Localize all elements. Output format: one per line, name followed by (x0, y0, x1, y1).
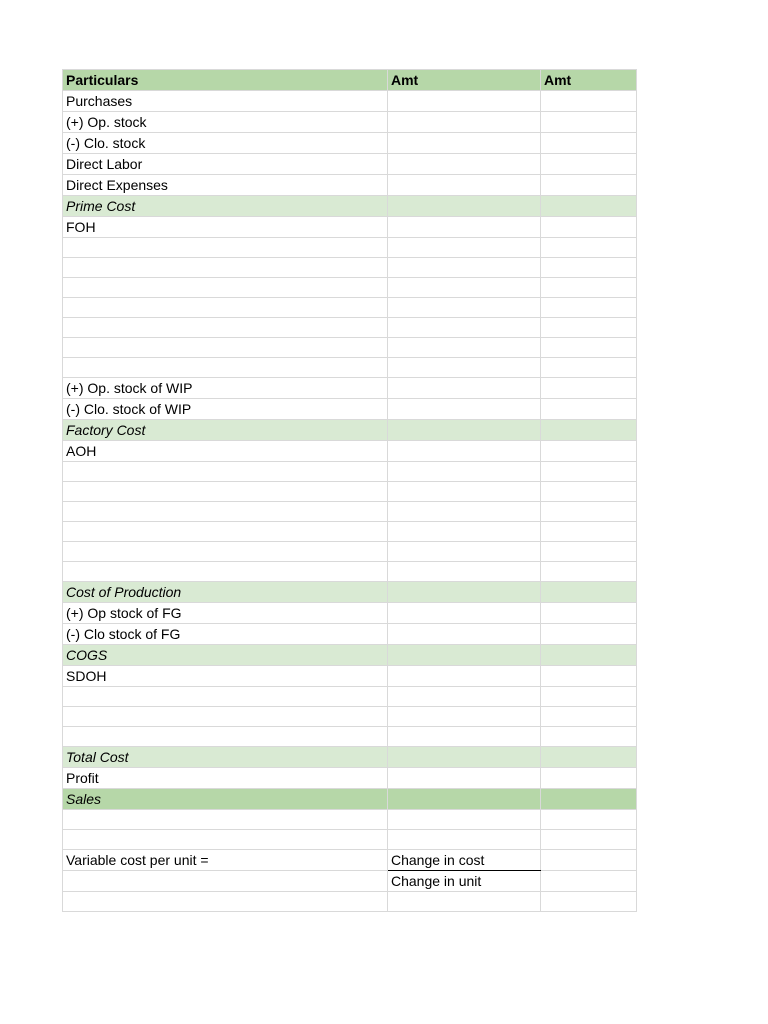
cell[interactable] (388, 810, 541, 830)
subtotal-row (63, 420, 637, 441)
empty-row (63, 687, 637, 707)
empty-row (63, 707, 637, 727)
table-row (63, 624, 637, 645)
cell[interactable] (541, 482, 637, 502)
cell[interactable] (388, 196, 541, 217)
table-row (63, 666, 637, 687)
row-label-aoh[interactable]: AOH (63, 441, 388, 462)
cell[interactable] (541, 747, 637, 768)
cell[interactable] (388, 522, 541, 542)
cell[interactable] (388, 358, 541, 378)
cell[interactable] (388, 91, 541, 112)
empty-row (63, 358, 637, 378)
cell[interactable] (388, 562, 541, 582)
cell[interactable] (63, 318, 388, 338)
table-row (63, 378, 637, 399)
cell[interactable] (63, 562, 388, 582)
empty-row (63, 482, 637, 502)
cell[interactable] (388, 133, 541, 154)
cell[interactable] (541, 707, 637, 727)
table-row (63, 112, 637, 133)
cell[interactable] (541, 318, 637, 338)
cell[interactable] (388, 318, 541, 338)
row-label-sdoh[interactable]: SDOH (63, 666, 388, 687)
cell[interactable] (541, 298, 637, 318)
cell[interactable] (63, 542, 388, 562)
cell[interactable] (388, 258, 541, 278)
cell[interactable] (388, 378, 541, 399)
cell[interactable] (388, 603, 541, 624)
total-row (63, 789, 637, 810)
cell[interactable] (541, 624, 637, 645)
cell[interactable] (541, 850, 637, 871)
subtotal-row (63, 582, 637, 603)
empty-row (63, 298, 637, 318)
cell[interactable] (63, 830, 388, 850)
header-amt-2[interactable]: Amt (541, 70, 637, 91)
empty-row (63, 462, 637, 482)
table-row (63, 133, 637, 154)
cell[interactable] (388, 420, 541, 441)
cell[interactable] (388, 154, 541, 175)
cell[interactable] (541, 789, 637, 810)
subtotal-row (63, 196, 637, 217)
row-label-direct-expenses[interactable]: Direct Expenses (63, 175, 388, 196)
cell[interactable] (541, 542, 637, 562)
cell[interactable] (388, 830, 541, 850)
row-label-cogs[interactable]: COGS (63, 645, 388, 666)
cell[interactable] (388, 582, 541, 603)
cell[interactable] (541, 441, 637, 462)
cell[interactable] (541, 810, 637, 830)
cell[interactable] (388, 175, 541, 196)
row-label-foh[interactable]: FOH (63, 217, 388, 238)
formula-denominator[interactable]: Change in unit (388, 871, 541, 892)
cell[interactable] (541, 603, 637, 624)
cell[interactable] (541, 196, 637, 217)
cell[interactable] (388, 112, 541, 133)
cell[interactable] (541, 502, 637, 522)
empty-row (63, 892, 637, 912)
empty-row (63, 278, 637, 298)
cell[interactable] (63, 871, 388, 892)
cell[interactable] (63, 522, 388, 542)
row-label-op-stock[interactable]: (+) Op. stock (63, 112, 388, 133)
subtotal-row (63, 645, 637, 666)
formula-numerator[interactable]: Change in cost (388, 850, 541, 871)
cell[interactable] (541, 399, 637, 420)
subtotal-row (63, 747, 637, 768)
cell[interactable] (541, 645, 637, 666)
cell[interactable] (388, 238, 541, 258)
cell[interactable] (388, 399, 541, 420)
cell[interactable] (63, 707, 388, 727)
cell[interactable] (541, 238, 637, 258)
cell[interactable] (541, 175, 637, 196)
table-row (63, 768, 637, 789)
cell[interactable] (388, 666, 541, 687)
cell[interactable] (541, 666, 637, 687)
cell[interactable] (388, 687, 541, 707)
table-row (63, 175, 637, 196)
empty-row (63, 502, 637, 522)
formula-row (63, 850, 637, 871)
row-label-clo-stock-fg[interactable]: (-) Clo stock of FG (63, 624, 388, 645)
empty-row (63, 338, 637, 358)
cell[interactable] (63, 338, 388, 358)
cell[interactable] (63, 298, 388, 318)
cost-sheet-table (62, 69, 637, 912)
header-amt-1[interactable]: Amt (388, 70, 541, 91)
header-particulars[interactable]: Particulars (63, 70, 388, 91)
table-row (63, 217, 637, 238)
row-label-sales[interactable]: Sales (63, 789, 388, 810)
empty-row (63, 258, 637, 278)
header-row (63, 70, 637, 91)
cell[interactable] (541, 462, 637, 482)
cell[interactable] (63, 358, 388, 378)
cell[interactable] (63, 502, 388, 522)
row-label-profit[interactable]: Profit (63, 768, 388, 789)
table-row (63, 154, 637, 175)
row-label-direct-labor[interactable]: Direct Labor (63, 154, 388, 175)
cell[interactable] (388, 298, 541, 318)
cell[interactable] (63, 482, 388, 502)
table-row (63, 441, 637, 462)
cell[interactable] (388, 707, 541, 727)
cell[interactable] (541, 687, 637, 707)
cell[interactable] (388, 789, 541, 810)
cell[interactable] (63, 727, 388, 747)
cell[interactable] (388, 462, 541, 482)
cell[interactable] (63, 258, 388, 278)
cell[interactable] (63, 810, 388, 830)
empty-row (63, 522, 637, 542)
cell[interactable] (63, 278, 388, 298)
cell[interactable] (541, 112, 637, 133)
formula-row (63, 871, 637, 892)
cell[interactable] (541, 133, 637, 154)
cell[interactable] (388, 338, 541, 358)
row-label-total-cost[interactable]: Total Cost (63, 747, 388, 768)
cell[interactable] (388, 502, 541, 522)
cell[interactable] (388, 278, 541, 298)
cell[interactable] (388, 645, 541, 666)
row-label-clo-stock[interactable]: (-) Clo. stock (63, 133, 388, 154)
cell[interactable] (541, 420, 637, 441)
row-label-op-stock-wip[interactable]: (+) Op. stock of WIP (63, 378, 388, 399)
cell[interactable] (388, 892, 541, 912)
cell[interactable] (541, 582, 637, 603)
cell[interactable] (541, 768, 637, 789)
cell[interactable] (541, 871, 637, 892)
cell[interactable] (388, 727, 541, 747)
cell[interactable] (388, 441, 541, 462)
row-label-purchases[interactable]: Purchases (63, 91, 388, 112)
cell[interactable] (388, 542, 541, 562)
cell[interactable] (541, 378, 637, 399)
cell[interactable] (541, 358, 637, 378)
empty-row (63, 562, 637, 582)
cell[interactable] (63, 238, 388, 258)
row-label-clo-stock-wip[interactable]: (-) Clo. stock of WIP (63, 399, 388, 420)
empty-row (63, 318, 637, 338)
cell[interactable] (541, 562, 637, 582)
row-label-op-stock-fg[interactable]: (+) Op stock of FG (63, 603, 388, 624)
row-label-factory-cost[interactable]: Factory Cost (63, 420, 388, 441)
row-label-prime-cost[interactable]: Prime Cost (63, 196, 388, 217)
empty-row (63, 830, 637, 850)
empty-row (63, 810, 637, 830)
empty-row (63, 727, 637, 747)
formula-label[interactable]: Variable cost per unit = (63, 850, 388, 871)
empty-row (63, 542, 637, 562)
cell[interactable] (388, 747, 541, 768)
cell[interactable] (63, 687, 388, 707)
cell[interactable] (388, 482, 541, 502)
cell[interactable] (388, 624, 541, 645)
cell[interactable] (541, 522, 637, 542)
row-label-cost-of-production[interactable]: Cost of Production (63, 582, 388, 603)
table-row (63, 399, 637, 420)
cell[interactable] (63, 892, 388, 912)
table-row (63, 91, 637, 112)
cell[interactable] (541, 217, 637, 238)
cell[interactable] (541, 338, 637, 358)
cell[interactable] (541, 830, 637, 850)
cell[interactable] (63, 462, 388, 482)
empty-row (63, 238, 637, 258)
cell[interactable] (541, 892, 637, 912)
cell[interactable] (541, 727, 637, 747)
cell[interactable] (541, 91, 637, 112)
cell[interactable] (388, 768, 541, 789)
cell[interactable] (541, 278, 637, 298)
cell[interactable] (541, 154, 637, 175)
cell[interactable] (541, 258, 637, 278)
table-row (63, 603, 637, 624)
cell[interactable] (388, 217, 541, 238)
